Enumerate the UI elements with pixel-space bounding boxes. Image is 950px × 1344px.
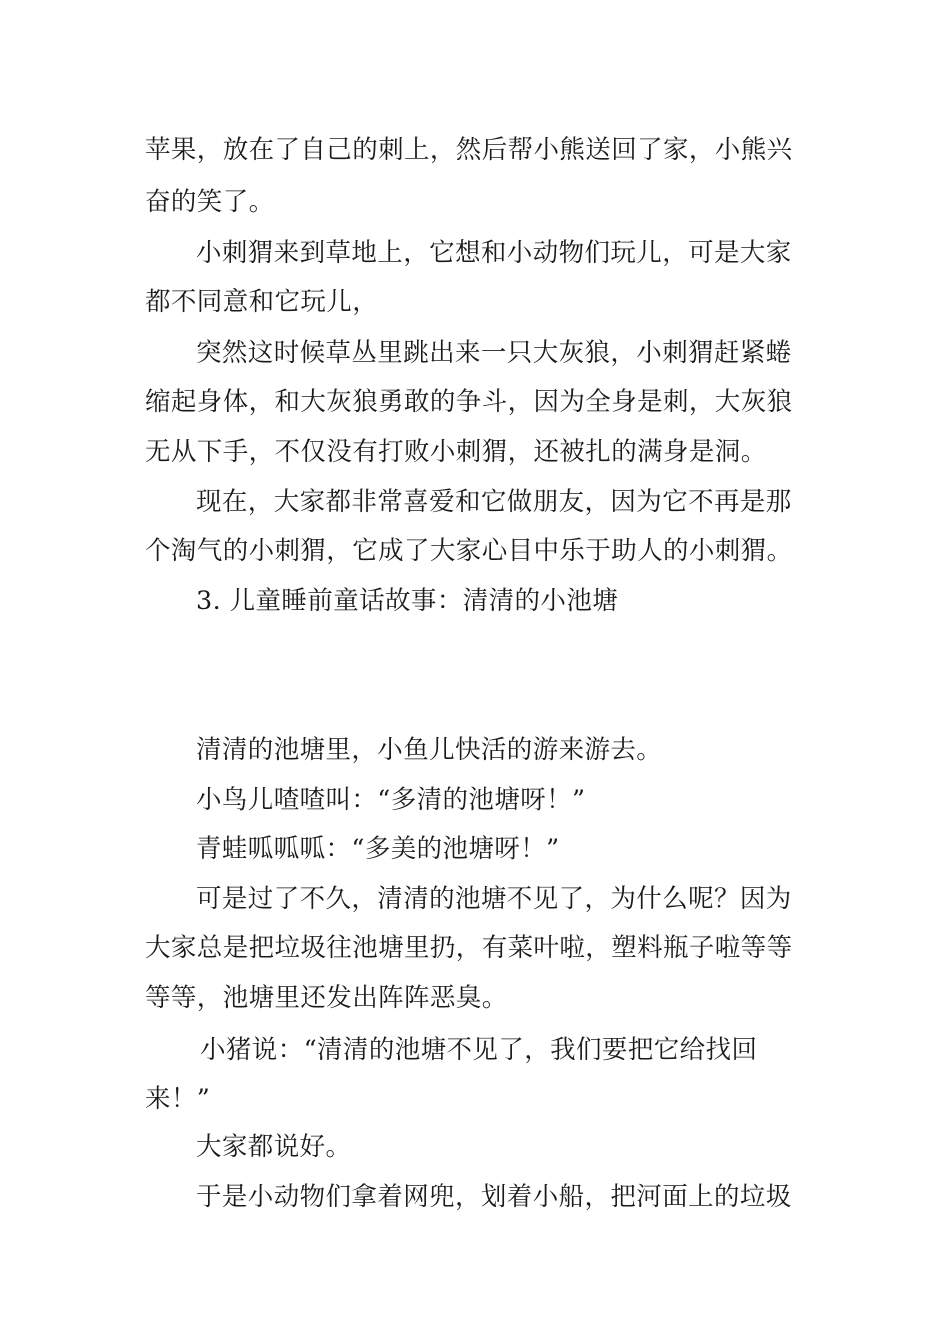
paragraph-line: 小猪说：“清清的池塘不见了，我们要把它给找回 [200,1035,758,1065]
paragraph-line: 奋的笑了。 [145,187,275,217]
paragraph-line: 大家都说好。 [196,1132,352,1162]
paragraph-line: 青蛙呱呱呱：“多美的池塘呀！” [196,834,560,864]
paragraph-line: 来！” [145,1084,211,1114]
paragraph-line: 苹果，放在了自己的刺上，然后帮小熊送回了家，小熊兴 [145,135,793,165]
section-heading: 3. 儿童睡前童话故事：清清的小池塘 [196,586,619,616]
paragraph-line: 突然这时候草丛里跳出来一只大灰狼，小刺猬赶紧蜷 [196,338,792,368]
paragraph-line: 现在，大家都非常喜爱和它做朋友，因为它不再是那 [196,487,792,517]
paragraph-line: 小鸟儿喳喳叫：“多清的池塘呀！” [196,785,586,815]
paragraph-line: 可是过了不久，清清的池塘不见了，为什么呢？因为 [196,884,792,914]
paragraph-line: 无从下手，不仅没有打败小刺猬，还被扎的满身是洞。 [145,437,767,467]
paragraph-line: 都不同意和它玩儿， [145,287,379,317]
paragraph-line: 个淘气的小刺猬，它成了大家心目中乐于助人的小刺猬。 [145,536,793,566]
paragraph-line: 清清的池塘里，小鱼儿快活的游来游去。 [196,735,663,765]
paragraph-line: 于是小动物们拿着网兜，划着小船，把河面上的垃圾 [196,1182,792,1212]
paragraph-line: 缩起身体，和大灰狼勇敢的争斗，因为全身是刺，大灰狼 [145,387,793,417]
paragraph-line: 小刺猬来到草地上，它想和小动物们玩儿，可是大家 [196,238,792,268]
paragraph-line: 大家总是把垃圾往池塘里扔，有菜叶啦，塑料瓶子啦等等 [145,933,793,963]
paragraph-line: 等等，池塘里还发出阵阵恶臭。 [145,983,508,1013]
